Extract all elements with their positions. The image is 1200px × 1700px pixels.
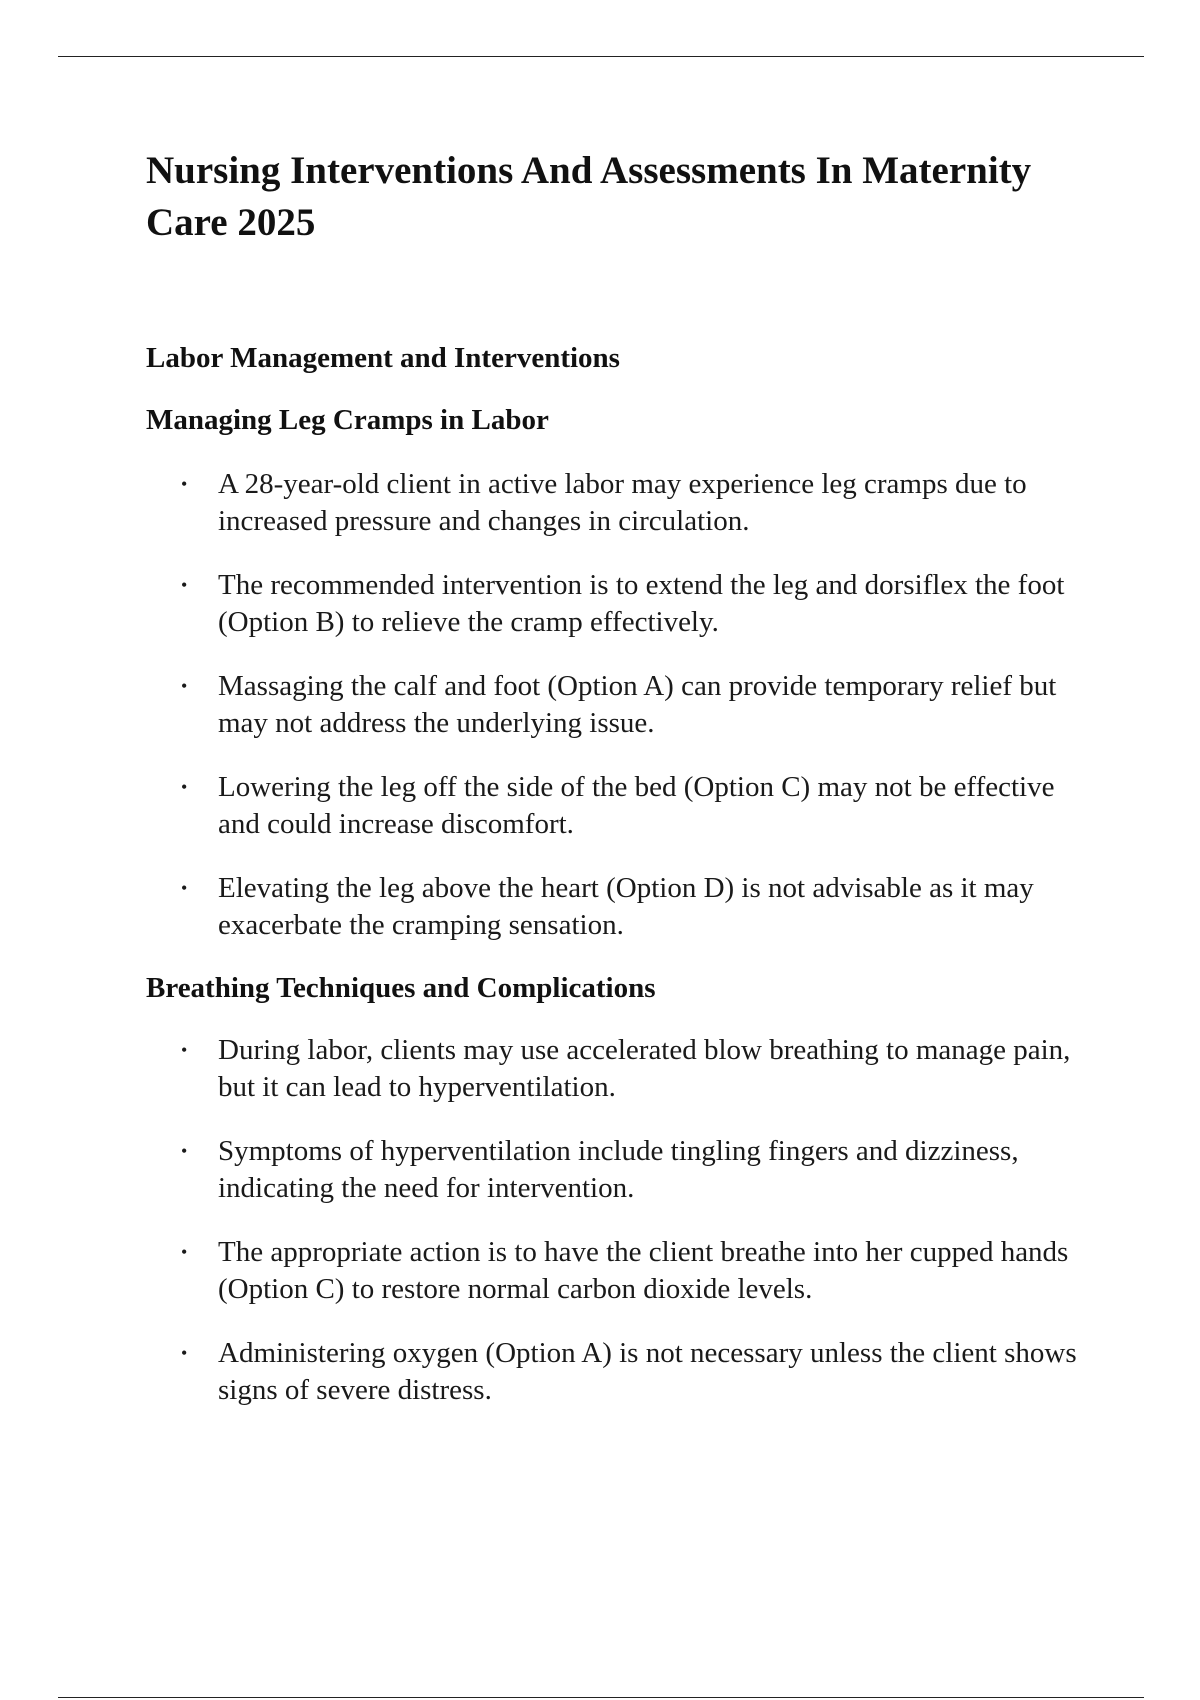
list-item-text: Lowering the leg off the side of the bed (Option C) may not be effective and could increase discomfort. xyxy=(218,771,1055,840)
breathing-techniques-list xyxy=(146,1032,1096,1409)
footer-rule xyxy=(58,1697,1144,1698)
header-rule xyxy=(58,56,1144,57)
section-heading-labor-management: Labor Management and Interventions xyxy=(146,342,620,374)
list-item-text: Massaging the calf and foot (Option A) can provide temporary relief but may not address the underlying issue. xyxy=(218,670,1057,739)
bullet-glyph: • xyxy=(181,1040,188,1060)
list-item xyxy=(146,870,1096,944)
section-heading-leg-cramps: Managing Leg Cramps in Labor xyxy=(146,404,549,436)
bullet-glyph: • xyxy=(181,575,188,595)
list-item-text: The recommended intervention is to extend the leg and dorsiflex the foot (Option B) to relieve the cramp effectively. xyxy=(218,569,1065,638)
section-heading-breathing-techniques: Breathing Techniques and Complications xyxy=(146,972,656,1004)
bullet-glyph: • xyxy=(181,474,188,494)
list-item xyxy=(146,1234,1096,1308)
list-item xyxy=(146,567,1096,641)
document-title: Nursing Interventions And Assessments In Maternity Care 2025 xyxy=(146,149,1032,244)
list-item xyxy=(146,1032,1096,1106)
list-item-text: During labor, clients may use accelerated blow breathing to manage pain, but it can lead to hyperventilation. xyxy=(218,1034,1071,1103)
list-item-text: The appropriate action is to have the client breathe into her cupped hands (Option C) to restore normal carbon dioxide levels. xyxy=(218,1236,1069,1305)
list-item xyxy=(146,466,1096,540)
bullet-glyph: • xyxy=(181,676,188,696)
list-item xyxy=(146,668,1096,742)
document-body xyxy=(146,145,1096,1409)
list-item-text: A 28-year-old client in active labor may experience leg cramps due to increased pressure and changes in circulation. xyxy=(218,468,1027,537)
list-item xyxy=(146,769,1096,843)
list-item-text: Administering oxygen (Option A) is not necessary unless the client shows signs of severe distress. xyxy=(218,1337,1077,1406)
bullet-glyph: • xyxy=(181,1343,188,1363)
list-item xyxy=(146,1133,1096,1207)
leg-cramps-list xyxy=(146,466,1096,944)
bullet-glyph: • xyxy=(181,1141,188,1161)
list-item-text: Elevating the leg above the heart (Option D) is not advisable as it may exacerbate the cramping sensation. xyxy=(218,872,1034,941)
bullet-glyph: • xyxy=(181,1242,188,1262)
bullet-glyph: • xyxy=(181,777,188,797)
bullet-glyph: • xyxy=(181,878,188,898)
list-item-text: Symptoms of hyperventilation include tingling fingers and dizziness, indicating the need for intervention. xyxy=(218,1135,1019,1204)
list-item xyxy=(146,1335,1096,1409)
